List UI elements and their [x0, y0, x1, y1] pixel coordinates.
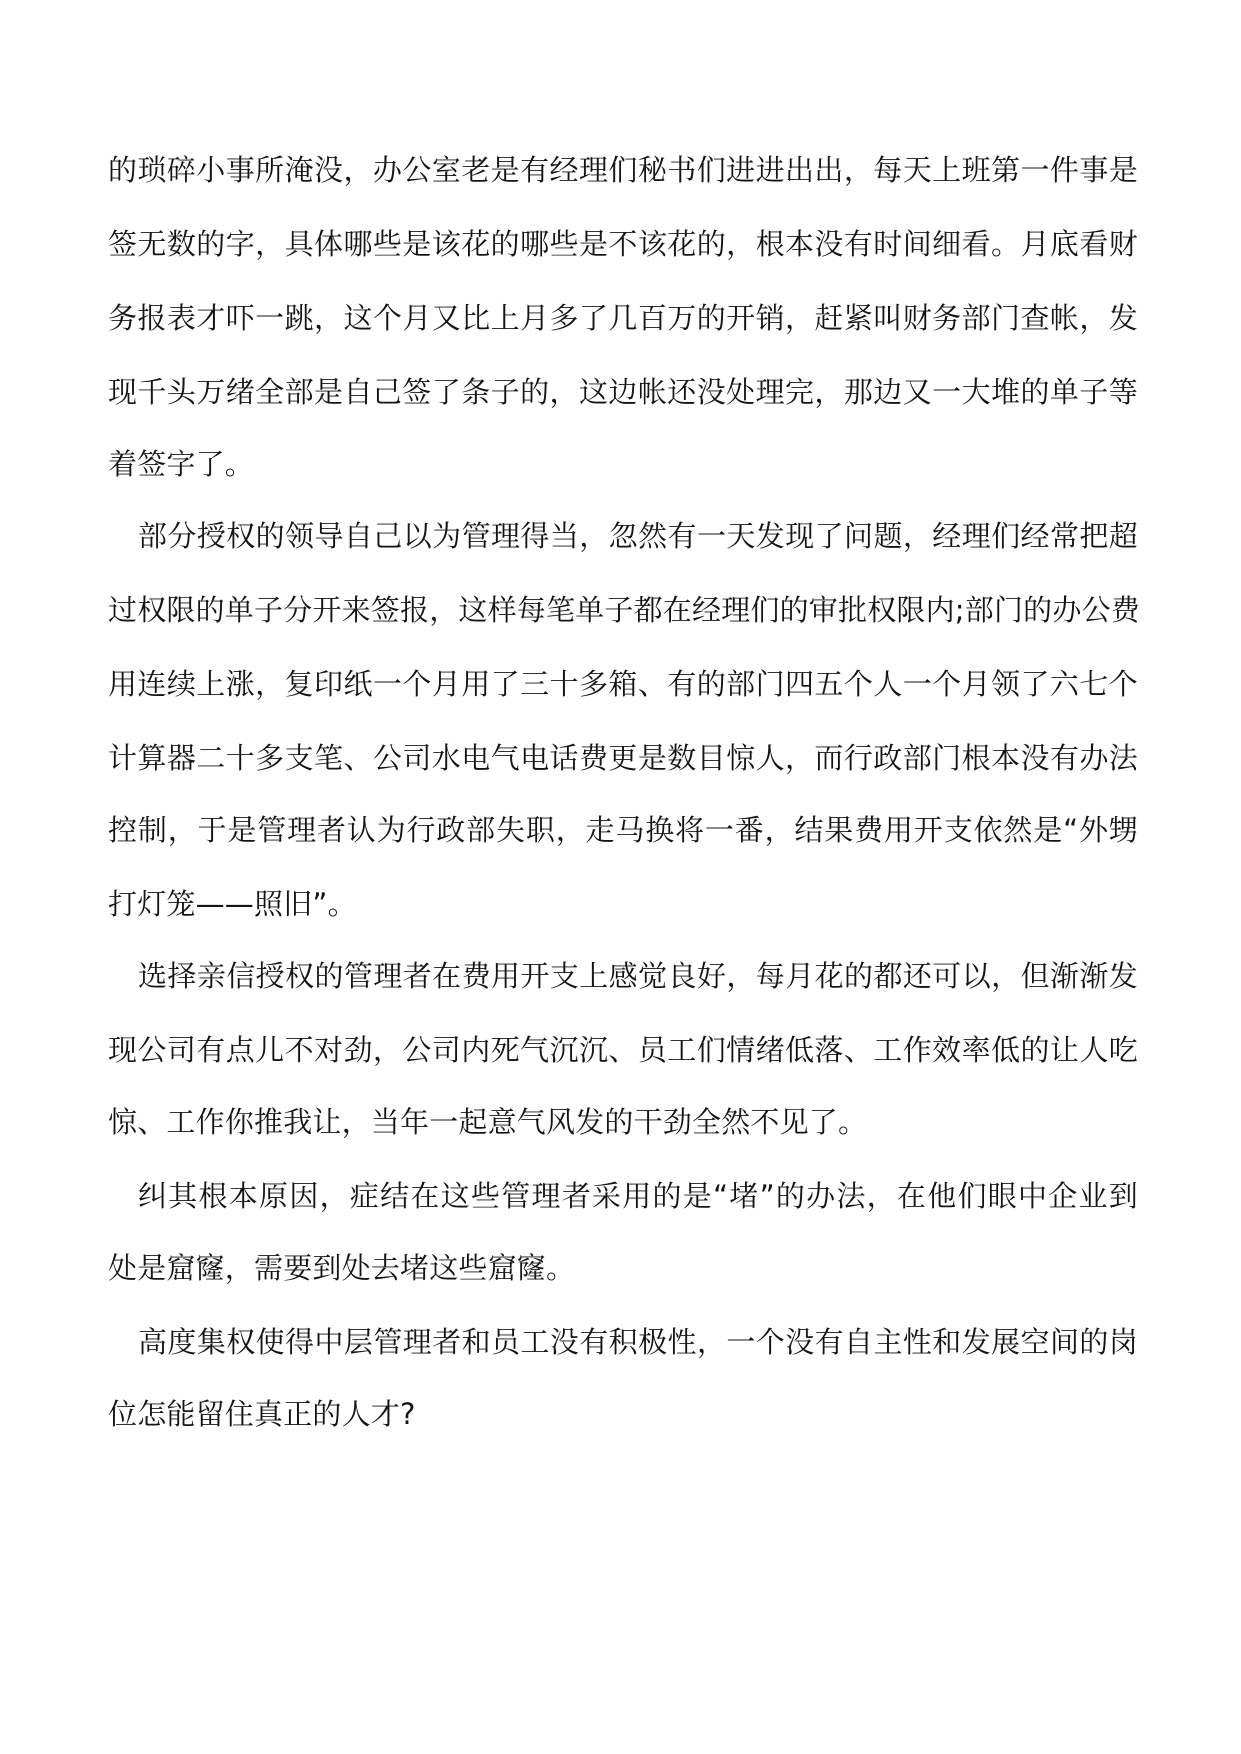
text-line: 打灯笼——照旧”。: [108, 887, 357, 921]
text-line: 务报表才吓一跳，这个月又比上月多了几百万的开销，赶紧叫财务部门查帐，发: [108, 301, 1138, 335]
text-line: 处是窟窿，需要到处去堵这些窟窿。: [108, 1251, 576, 1285]
text-line: 着签字了。: [108, 447, 255, 481]
text-line: 用连续上涨，复印纸一个月用了三十多箱、有的部门四五个人一个月领了六七个: [108, 667, 1138, 701]
text-line: 过权限的单子分开来签报，这样每笔单子都在经理们的审批权限内;部门的办公费: [108, 593, 1140, 627]
text-line: 位怎能留住真正的人才?: [108, 1397, 416, 1431]
paragraph-first-line: 选择亲信授权的管理者在费用开支上感觉良好，每月花的都还可以，但渐渐发: [138, 959, 1138, 993]
text-line: 的琐碎小事所淹没，办公室老是有经理们秘书们进进出出，每天上班第一件事是: [108, 153, 1138, 187]
text-line: 现千头万绪全部是自己签了条子的，这边帐还没处理完，那边又一大堆的单子等: [108, 375, 1138, 409]
text-line: 惊、工作你推我让，当年一起意气风发的干劲全然不见了。: [108, 1105, 868, 1139]
paragraph-first-line: 部分授权的领导自己以为管理得当，忽然有一天发现了问题，经理们经常把超: [138, 519, 1138, 553]
text-line: 计算器二十多支笔、公司水电气电话费更是数目惊人，而行政部门根本没有办法: [108, 741, 1138, 775]
paragraph-first-line: 纠其根本原因，症结在这些管理者采用的是“堵”的办法，在他们眼中企业到: [138, 1179, 1138, 1213]
text-line: 签无数的字，具体哪些是该花的哪些是不该花的，根本没有时间细看。月底看财: [108, 227, 1138, 261]
document-page: [108, 0, 1138, 1754]
text-line: 控制，于是管理者认为行政部失职，走马换将一番，结果费用开支依然是“外甥: [108, 813, 1138, 847]
paragraph-first-line: 高度集权使得中层管理者和员工没有积极性，一个没有自主性和发展空间的岗: [138, 1325, 1138, 1359]
text-line: 现公司有点儿不对劲，公司内死气沉沉、员工们情绪低落、工作效率低的让人吃: [108, 1033, 1138, 1067]
